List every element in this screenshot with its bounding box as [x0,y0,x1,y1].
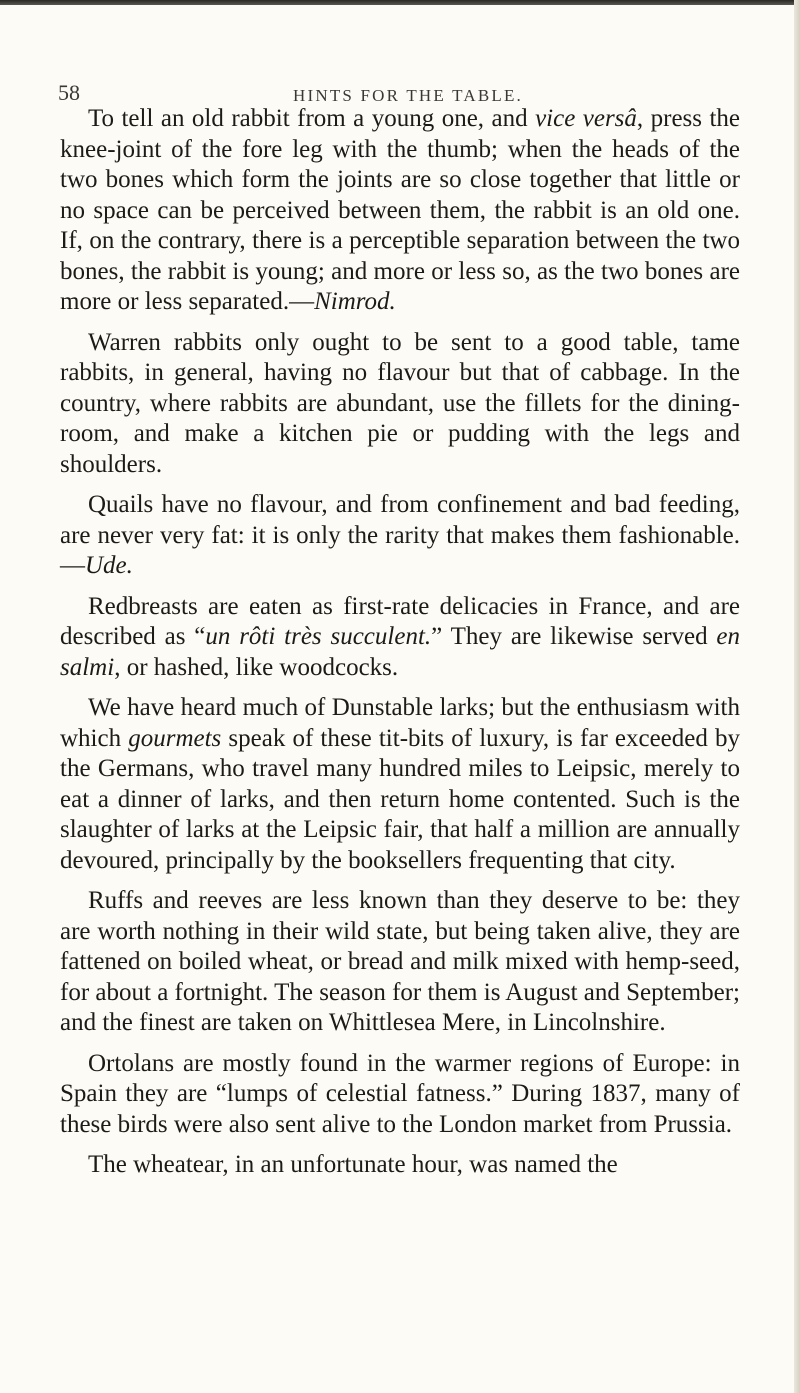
paragraph-ruffs-reeves: Ruffs and reeves are less known than they deserve to be: they are worth nothing in their wild state, but being taken alive, they are fattened on boiled wheat, or bread and milk mixed with hemp-seed, for about a fortnight. The season for them is August and September; and the finest are taken on Whittlesea Mere, in Lincolnshire. [60,887,740,1036]
running-head: HINTS FOR THE TABLE. [293,86,523,105]
page-edge [794,0,800,1393]
paragraph-warren-rabbits: Warren rabbits only ought to be sent to a good table, tame rabbits, in general, having no flavour but that of cabbage. In the country, where rabbits are abundant, use the fillets for the dining-room, and make a kitchen pie or pudding with the legs and shoulders. [60,328,740,478]
top-border [0,0,800,5]
paragraph-ortolans: Ortolans are mostly found in the warmer regions of Europe: in Spain they are “lumps of celestial fatness.” During 1837, many of these birds were also sent alive to the London market from Prussia. [60,1049,740,1138]
paragraph-rabbit-age: To tell an old rabbit from a young one, and vice versâ, press the knee-joint of the fore leg with the thumb; when the heads of the two bones which form the joints are so close together that little or no space can be perceived between them, the rabbit is an old one. If, on the contrary, there is a perceptible separation between the two bones, the rabbit is young; and more or less so, as the two bones are more or less separated.—Nimrod. [60,105,741,315]
paragraph-redbreasts: Redbreasts are eaten as first-rate delicacies in France, and are described as “un rôti très succulent.” They are likewise served en salmi, or hashed, like woodcocks. [60,592,741,681]
paragraph-quails: Quails have no flavour, and from confinement and bad feeding, are never very fat: it is only the rarity that makes them fashionable.—Ude. [60,491,740,579]
page-body [60,104,740,1181]
paragraph-larks: We have heard much of Dunstable larks; but the enthusiasm with which gourmets speak of these tit-bits of luxury, is far exceeded by the Germans, who travel many hundred miles to Leipsic, merely to eat a dinner of larks, and then return home contented. Such is the slaughter of larks at the Leipsic fair, that half a million are annually devoured, principally by the booksellers frequenting that city. [60,694,740,874]
paragraph-wheatear: The wheatear, in an unfortunate hour, was named the [88,1151,618,1178]
page-number: 58 [58,80,80,105]
